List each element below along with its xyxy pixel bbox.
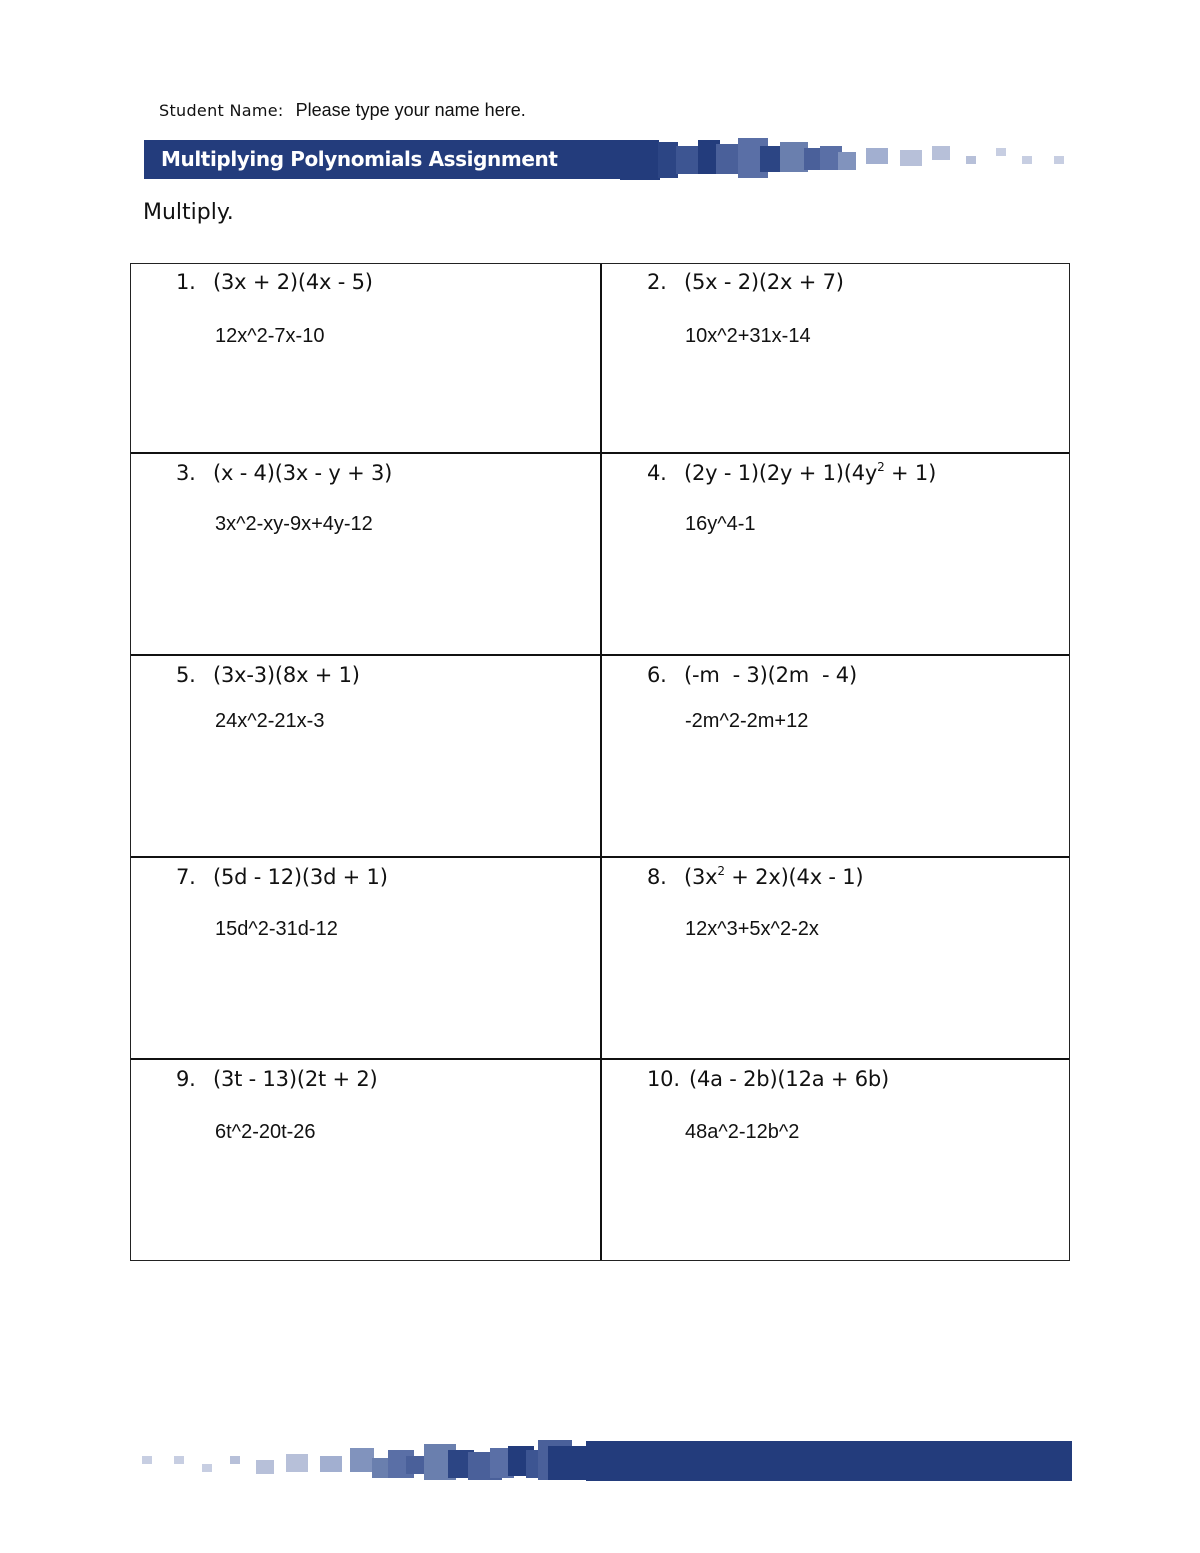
problem-expression: 10. (4a - 2b)(12a + 6b)	[647, 1067, 890, 1091]
problem-number: 10.	[647, 1067, 680, 1091]
student-name-field[interactable]: Please type your name here.	[295, 100, 526, 120]
problem-cell	[131, 1060, 600, 1260]
student-name-line	[159, 100, 526, 121]
answer-field[interactable]: 24x^2-21x-3	[215, 710, 325, 732]
answer-field[interactable]: 3x^2-xy-9x+4y-12	[215, 513, 373, 535]
answer-field[interactable]: 6t^2-20t-26	[215, 1121, 316, 1143]
header-square-pattern	[620, 136, 1080, 182]
problem-cell	[131, 454, 600, 654]
page-title: Multiplying Polynomials Assignment	[161, 147, 558, 171]
footer-banner	[586, 1441, 1072, 1481]
problem-number: 8.	[647, 865, 667, 889]
problem-expression: 9. (3t - 13)(2t + 2)	[176, 1067, 378, 1091]
problem-cell	[602, 858, 1069, 1058]
footer-square-pattern	[138, 1438, 590, 1484]
problem-expression: 6. (-m - 3)(2m - 4)	[647, 663, 857, 687]
answer-field[interactable]: 10x^2+31x-14	[685, 325, 811, 347]
student-name-label: Student Name:	[159, 101, 284, 120]
problem-cell	[602, 1060, 1069, 1260]
answer-field[interactable]: 16y^4-1	[685, 513, 756, 535]
problem-expression: 7. (5d - 12)(3d + 1)	[176, 865, 388, 889]
problem-expression: 3. (x - 4)(3x - y + 3)	[176, 461, 393, 485]
problem-number: 2.	[647, 270, 667, 294]
problem-expression: 5. (3x-3)(8x + 1)	[176, 663, 360, 687]
problem-expression: 1. (3x + 2)(4x - 5)	[176, 270, 373, 294]
problem-cell	[602, 656, 1069, 856]
instruction-text: Multiply.	[143, 200, 234, 225]
problem-expression: 4. $(2y - 1)(2y + 1)(4y^2 + 1)$	[647, 460, 937, 485]
problem-cell	[602, 264, 1069, 452]
problem-grid	[130, 263, 1070, 1261]
problem-number: 1.	[176, 270, 196, 294]
problem-expression: 8. $(3x^2 + 2x)(4x - 1)$	[647, 864, 864, 889]
problem-expression: 2. (5x - 2)(2x + 7)	[647, 270, 844, 294]
problem-cell	[602, 454, 1069, 654]
problem-number: 4.	[647, 461, 667, 485]
problem-number: 5.	[176, 663, 196, 687]
answer-field[interactable]: 12x^3+5x^2-2x	[685, 918, 819, 940]
answer-field[interactable]: 15d^2-31d-12	[215, 918, 338, 940]
problem-number: 7.	[176, 865, 196, 889]
problem-cell	[131, 264, 600, 452]
problem-cell	[131, 656, 600, 856]
answer-field[interactable]: 48a^2-12b^2	[685, 1121, 800, 1143]
answer-field[interactable]: -2m^2-2m+12	[685, 710, 809, 732]
answer-field[interactable]: 12x^2-7x-10	[215, 325, 325, 347]
problem-number: 6.	[647, 663, 667, 687]
problem-number: 9.	[176, 1067, 196, 1091]
problem-number: 3.	[176, 461, 196, 485]
problem-cell	[131, 858, 600, 1058]
